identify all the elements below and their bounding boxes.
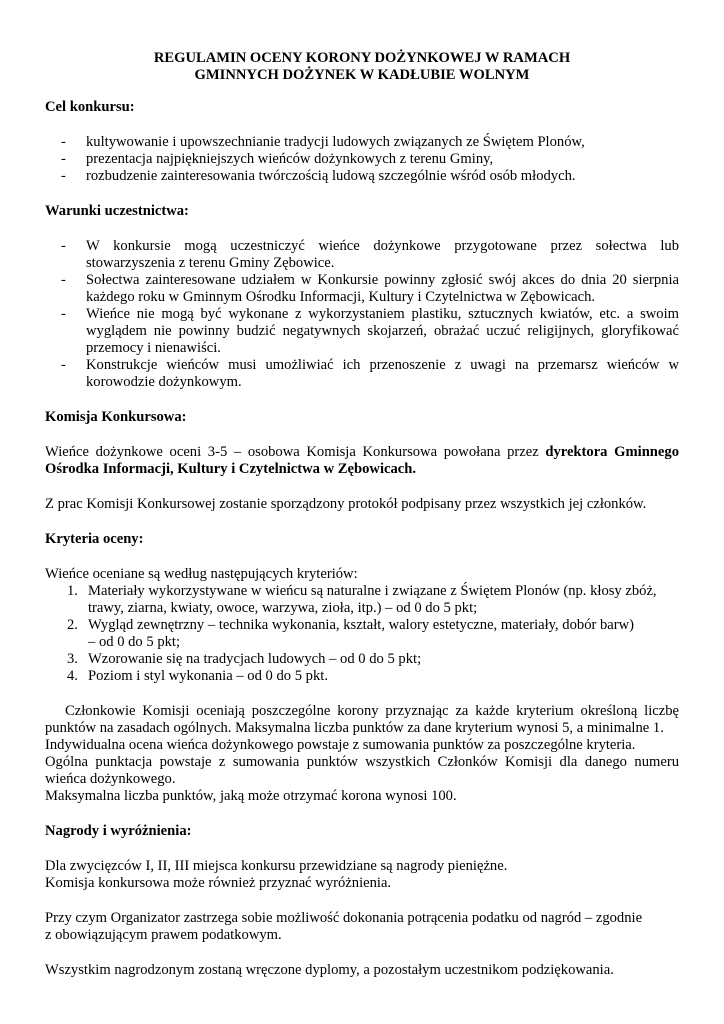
nagrody-paragraph-3: Wszystkim nagrodzonym zostaną wręczone dyplomy, a pozostałym uczestnikom podziękowania. — [45, 962, 614, 978]
komisja-paragraph-2: Z prac Komisji Konkursowej zostanie sporządzony protokół podpisany przez wszystkich jej członków. — [45, 496, 647, 512]
section-heading-cel: Cel konkursu: — [45, 99, 135, 115]
kryteria-paragraph-block — [45, 703, 679, 805]
list-item: - kultywowanie i upowszechnianie tradycji ludowych związanych ze Świętem Plonów, — [61, 134, 585, 150]
list-item: 1. Materiały wykorzystywane w wieńcu są naturalne i związane z Świętem Plonów (np. kłosy zbóż, trawy, ziarna, kwiaty, owoce, warzywa, zioła, itp.) – od 0 do 5 pkt; — [67, 583, 657, 616]
kryteria-paragraph-4: Maksymalna liczba punktów, jaką może otrzymać korona wynosi 100. — [45, 788, 457, 804]
kryteria-paragraph-3: Ogólna punktacja powstaje z sumowania punktów wszystkich Członków Komisji dla danego numeru wieńca dożynkowego. — [45, 754, 679, 787]
section-heading-komisja: Komisja Konkursowa: — [45, 409, 187, 425]
list-item: 3. Wzorowanie się na tradycjach ludowych – od 0 do 5 pkt; — [67, 651, 422, 667]
cel-list — [45, 134, 679, 185]
kryteria-list — [45, 583, 679, 685]
document-page — [45, 50, 679, 997]
title-line-2: GMINNYCH DOŻYNEK W KADŁUBIE WOLNYM — [194, 67, 530, 83]
document-title — [45, 50, 679, 84]
list-item: - rozbudzenie zainteresowania twórczością ludową szczególnie wśród osób młodych. — [61, 168, 576, 184]
list-item: - Sołectwa zainteresowane udziałem w Konkursie powinny zgłosić swój akces do dnia 20 sierpnia każdego roku w Gminnym Ośrodku Informacji, Kultury i Czytelnictwa w Zębowicach. — [61, 272, 679, 305]
section-heading-nagrody: Nagrody i wyróżnienia: — [45, 823, 192, 839]
kryteria-paragraph-2: Indywidualna ocena wieńca dożynkowego powstaje z sumowania punktów za poszczególne kryteria. — [45, 737, 636, 753]
list-item: - Konstrukcje wieńców musi umożliwiać ich przenoszenie z uwagi na przemarsz wieńców w korowodzie dożynkowym. — [61, 357, 679, 390]
warunki-list — [45, 238, 679, 391]
nagrody-paragraph-1: Dla zwycięzców I, II, III miejsca konkursu przewidziane są nagrody pieniężne. Komisja konkursowa może również przyznać wyróżnienia. — [45, 858, 508, 891]
section-heading-warunki: Warunki uczestnictwa: — [45, 203, 189, 219]
komisja-paragraph-1: Wieńce dożynkowe oceni 3-5 – osobowa Komisja Konkursowa powołana przez dyrektora Gminnego Ośrodka Informacji, Kultury i Czytelnictwa w Zębowicach. — [45, 444, 679, 477]
list-item: 2. Wygląd zewnętrzny – technika wykonania, kształt, walory estetyczne, materiały, dobór barw) – od 0 do 5 pkt; — [67, 617, 635, 650]
nagrody-paragraph-2: Przy czym Organizator zastrzega sobie możliwość dokonania potrącenia podatku od nagród – zgodnie z obowiązującym prawem podatkowym. — [45, 910, 643, 943]
list-item: - W konkursie mogą uczestniczyć wieńce dożynkowe przygotowane przez sołectwa lub stowarzyszenia z terenu Gminy Zębowice. — [61, 238, 679, 271]
komisja-director-bold: dyrektora Gminnego Ośrodka Informacji, Kultury i Czytelnictwa w Zębowicach. — [45, 444, 679, 477]
list-item: 4. Poziom i styl wykonania – od 0 do 5 pkt. — [67, 668, 328, 684]
title-line-1: REGULAMIN OCENY KORONY DOŻYNKOWEJ W RAMACH — [153, 50, 571, 66]
kryteria-intro: Wieńce oceniane są według następujących kryteriów: — [45, 566, 358, 582]
list-item: - Wieńce nie mogą być wykonane z wykorzystaniem plastiku, sztucznych kwiatów, etc. a swoim wyglądem nie powinny budzić negatywnych skojarzeń, obrażać uczuć religijnych, gloryfikować przemocy i nienawiści. — [61, 306, 679, 356]
section-heading-kryteria: Kryteria oceny: — [45, 531, 144, 547]
list-item: - prezentacja najpiękniejszych wieńców dożynkowych z terenu Gminy, — [61, 151, 494, 167]
kryteria-paragraph-1: Członkowie Komisji oceniają poszczególne korony przyznając za każde kryterium określoną liczbę punktów na zasadach ogólnych. Maksymalna liczba punktów za dane kryterium wynosi 5, a minimalne 1. — [45, 703, 679, 736]
